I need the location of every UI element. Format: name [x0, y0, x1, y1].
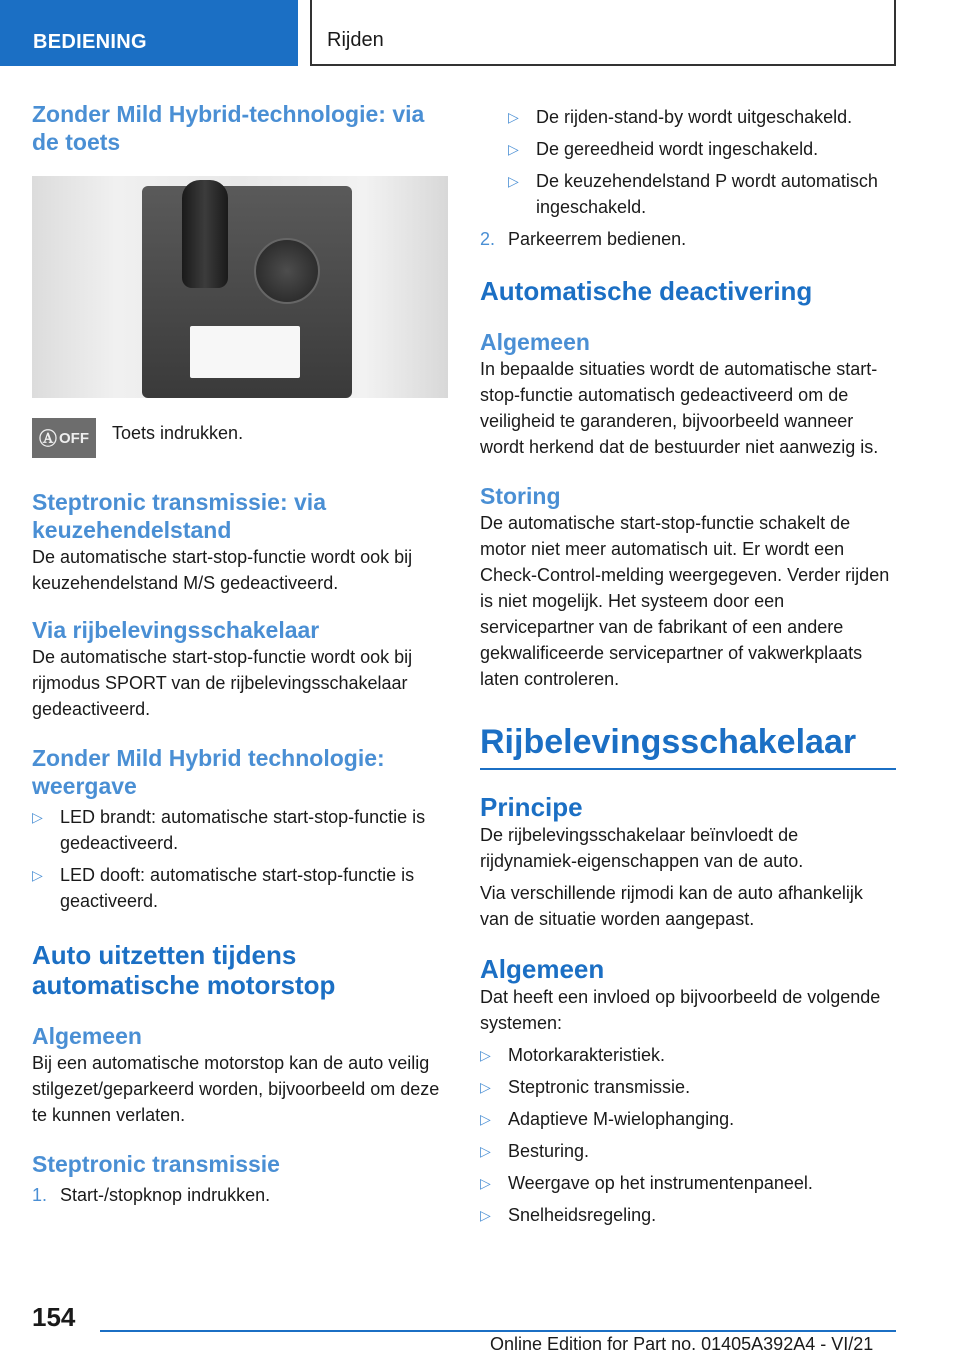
triangle-bullet-icon: ▷	[480, 1143, 491, 1159]
heading-storing: Storing	[480, 483, 561, 509]
list-item: ▷ Adaptieve M-wielophanging.	[480, 1106, 896, 1132]
triangle-bullet-icon: ▷	[480, 1111, 491, 1127]
heading-rijbelevingsschakelaar: Via rijbelevingsschakelaar	[32, 617, 320, 643]
heading-algemeen-3: Algemeen	[480, 954, 605, 984]
heading-principe: Principe	[480, 792, 583, 822]
sub-steps-list	[480, 104, 896, 220]
console-pad	[190, 326, 300, 378]
section-tab[interactable]: BEDIENING	[0, 0, 298, 66]
icon-caption-row	[32, 418, 448, 458]
page-number: 154	[32, 1302, 76, 1332]
paragraph-rijbelevingsschakelaar: De automatische start-stop-functie wordt ook bij rijmodus SPORT van de rijbelevingsschakelaar gedeactiveerd.	[32, 647, 413, 719]
heading-mild-hybrid-toets: Zonder Mild Hybrid-technologie: via de toets	[32, 101, 425, 155]
chapter-rijbelevingsschakelaar: Rijbelevingsschakelaar	[480, 722, 896, 770]
list-item: ▷ Motorkarakteristiek.	[480, 1042, 896, 1068]
list-item: ▷ Weergave op het instrumentenpaneel.	[480, 1170, 896, 1196]
triangle-bullet-icon: ▷	[32, 809, 43, 825]
left-column	[32, 100, 448, 1208]
triangle-bullet-icon: ▷	[508, 141, 519, 157]
triangle-bullet-icon: ▷	[508, 109, 519, 125]
chapter-title: Rijden	[310, 0, 896, 66]
heading-steptronic: Steptronic transmissie	[32, 1151, 280, 1177]
list-item: ▷ Steptronic transmissie.	[480, 1074, 896, 1100]
list-item: ▷ LED dooft: automatische start-stop-functie is geactiveerd.	[32, 862, 448, 914]
list-item: ▷ Besturing.	[480, 1138, 896, 1164]
heading-automatische-deactivering: Automatische deactivering	[480, 276, 813, 306]
paragraph-systemen: Dat heeft een invloed op bijvoorbeeld de volgende systemen:	[480, 987, 881, 1033]
step-item: 2. Parkeerrem bedienen.	[480, 229, 687, 249]
start-stop-off-icon: Ⓐ OFF	[32, 418, 96, 458]
page-header	[0, 0, 960, 66]
controller-dial	[254, 238, 320, 304]
paragraph-keuzehendel: De automatische start-stop-functie wordt ook bij keuzehendelstand M/S gedeactiveerd.	[32, 547, 413, 593]
triangle-bullet-icon: ▷	[480, 1047, 491, 1063]
heading-algemeen: Algemeen	[32, 1023, 142, 1049]
right-column	[480, 100, 896, 1228]
led-list	[32, 804, 448, 914]
triangle-bullet-icon: ▷	[508, 173, 519, 189]
list-item: ▷ LED brandt: automatische start-stop-functie is gedeactiveerd.	[32, 804, 448, 856]
heading-steptronic-keuzehendel: Steptronic transmissie: via keuzehendelstand	[32, 489, 326, 543]
paragraph-storing: De automatische start-stop-functie schakelt de motor niet meer automatisch uit. Er wordt een Check-Control-melding weergegeven. Verder rijden is niet mogelijk. Het systeem door een servicepartner van de fabrikant of een andere gekwalificeerde servicepartner of vakwerkplaats laten controleren.	[480, 513, 890, 689]
step-item: 1. Start-/stopknop indrukken.	[32, 1185, 271, 1205]
triangle-bullet-icon: ▷	[480, 1079, 491, 1095]
paragraph-motorstop: Bij een automatische motorstop kan de auto veilig stilgezet/geparkeerd worden, bijvoorbeeld om deze te kunnen verlaten.	[32, 1053, 440, 1125]
list-item: ▷ De rijden-stand-by wordt uitgeschakeld.	[508, 104, 896, 130]
edition-footer[interactable]: Online Edition for Part no. 01405A392A4 - VI/21	[490, 1334, 874, 1354]
triangle-bullet-icon: ▷	[480, 1207, 491, 1223]
triangle-bullet-icon: ▷	[480, 1175, 491, 1191]
paragraph-principe-a: De rijbelevingsschakelaar beïnvloedt de rijdynamiek-eigenschappen van de auto.	[480, 825, 804, 871]
list-item: ▷ Snelheidsregeling.	[480, 1202, 896, 1228]
steps-list-2	[480, 226, 896, 252]
paragraph-principe-b: Via verschillende rijmodi kan de auto afhankelijk van de situatie worden aangepast.	[480, 883, 863, 929]
heading-auto-uitzetten: Auto uitzetten tijdens automatische motorstop	[32, 940, 336, 1000]
triangle-bullet-icon: ▷	[32, 867, 43, 883]
list-item: ▷ De keuzehendelstand P wordt automatisch ingeschakeld.	[508, 168, 896, 220]
list-item: ▷ De gereedheid wordt ingeschakeld.	[508, 136, 896, 162]
steps-list	[32, 1182, 448, 1208]
paragraph-deactivering: In bepaalde situaties wordt de automatische start-stop-functie automatisch gedeactiveerd om de veiligheid te garanderen, bijvoorbeeld wanneer wordt herkend dat de bestuurder niet aanwezig is.	[480, 359, 879, 457]
gear-selector	[182, 180, 228, 288]
footer-divider	[100, 1330, 896, 1332]
systems-list	[480, 1042, 896, 1228]
icon-caption: Toets indrukken.	[112, 423, 244, 443]
heading-weergave: Zonder Mild Hybrid technologie: weergave	[32, 745, 385, 799]
gear-console-photo	[32, 176, 448, 398]
heading-algemeen-2: Algemeen	[480, 329, 590, 355]
